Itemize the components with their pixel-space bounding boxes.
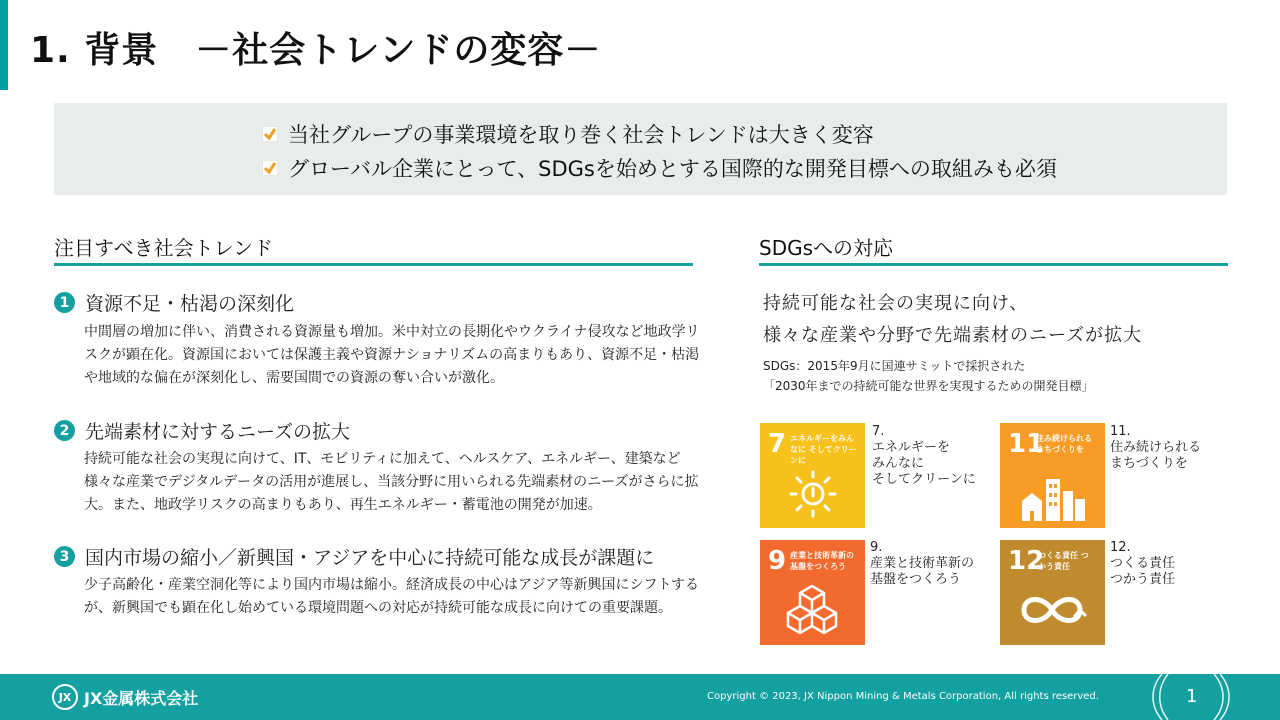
- infinity-loop-icon: [1016, 590, 1088, 630]
- caption-line: エネルギーを: [872, 440, 951, 455]
- logo-text: JX金属株式会社: [84, 688, 199, 708]
- tile-text: つくる責任 つかう責任: [1038, 551, 1089, 571]
- summary-text: グローバル企業にとって、SDGsを始めとする国際的な開発目標への取組みも必須: [288, 157, 1057, 181]
- logo-mark: JX: [52, 684, 78, 710]
- trend-item-title: [54, 417, 350, 444]
- trend-item-body: 中間層の増加に伴い、消費される資源量も増加。米中対立の長期化やウクライナ侵攻など地政学リスクが顕在化。資源国においては保護主義や資源ナショナリズムの高まりもあり、資源不足・枯渇や地域的な偏在が深刻化し、需要国間での資源の奪い合いが激化。: [84, 324, 700, 386]
- sdg-tile-7: [760, 423, 865, 528]
- caption-line: 産業と技術革新の: [870, 556, 975, 571]
- trend-title-text: 国内市場の縮小／新興国・アジアを中心に持続可能な成長が課題に: [85, 547, 655, 569]
- summary-line-2: [262, 153, 1057, 183]
- sdg-lead-text: [763, 288, 1142, 352]
- caption-line: 住み続けられる: [1110, 440, 1202, 455]
- tile-number: 12: [1008, 546, 1045, 576]
- trend-title-text: 先端素材に対するニーズの拡大: [85, 421, 351, 443]
- trend-item-body: 持続可能な社会の実現に向けて、IT、モビリティに加えて、ヘルスケア、エネルギー、建築など様々な産業でデジタルデータの活用が進展し、当該分野に用いられる先端素材のニーズがさらに拡大。また、地政学リスクの高まりもあり、再生エネルギー・蓄電池の開発が加速。: [84, 451, 699, 513]
- tile-text: 産業と技術革新の 基盤をつくろう: [790, 551, 854, 571]
- sun-power-icon: [788, 469, 838, 519]
- caption-line: みんなに: [872, 456, 925, 471]
- caption-line: そしてクリーンに: [872, 472, 976, 487]
- caption-number: 7.: [872, 424, 885, 439]
- section-rule: [54, 263, 693, 266]
- sdg-caption-12: [1110, 540, 1175, 588]
- caption-line: まちづくりを: [1110, 456, 1188, 471]
- title-accent-bar: [0, 0, 8, 90]
- trend-item-title: [54, 543, 654, 570]
- company-logo: [52, 684, 198, 710]
- summary-box: [54, 103, 1227, 195]
- summary-line-1: [262, 119, 874, 149]
- page-title: 1. 背景 －社会トレンドの変容－: [30, 30, 602, 71]
- section-heading-sdgs: SDGsへの対応: [759, 236, 894, 260]
- tile-number: 9: [768, 546, 787, 576]
- sdg-note: [763, 356, 1094, 396]
- section-rule: [759, 263, 1228, 266]
- checkmark-icon: [262, 126, 278, 142]
- sdg-caption-11: [1110, 424, 1201, 472]
- trend-item-body: 少子高齢化・産業空洞化等により国内市場は縮小。経済成長の中心はアジア等新興国にシフトするが、新興国でも顕在化し始めている環境問題への対応が持続可能な成長に向けての重要課題。: [84, 577, 700, 616]
- summary-text: 当社グループの事業環境を取り巻く社会トレンドは大きく変容: [288, 123, 874, 147]
- page-number: 1: [1186, 686, 1198, 707]
- copyright-text: Copyright © 2023, JX Nippon Mining & Metals Corporation, All rights reserved.: [707, 691, 1099, 702]
- caption-line: 基盤をつくろう: [870, 572, 962, 587]
- sdg-lead-line: 持続可能な社会の実現に向け、: [763, 293, 1029, 314]
- section-heading-trends: 注目すべき社会トレンド: [54, 236, 274, 260]
- caption-line: つくる責任: [1110, 556, 1176, 571]
- sdg-caption-9: [870, 540, 974, 588]
- trend-item-title: [54, 289, 294, 316]
- number-badge: 2: [54, 420, 75, 441]
- tile-number: 11: [1008, 429, 1045, 459]
- caption-number: 9.: [870, 540, 883, 555]
- sdg-lead-line: 様々な産業や分野で先端素材のニーズが拡大: [763, 325, 1143, 346]
- caption-line: つかう責任: [1110, 572, 1176, 587]
- stacked-cubes-icon: [784, 584, 840, 634]
- sdg-caption-7: [872, 424, 976, 488]
- sdg-tile-11: [1000, 423, 1105, 528]
- tile-text: エネルギーをみんなに そしてクリーンに: [790, 434, 857, 465]
- checkmark-icon: [262, 160, 278, 176]
- sdg-note-line: SDGs：2015年9月に国連サミットで採択された: [763, 359, 1026, 373]
- tile-text: 住み続けられる まちづくりを: [1036, 434, 1092, 454]
- number-badge: 1: [54, 292, 75, 313]
- footer: [0, 674, 1280, 720]
- trend-title-text: 資源不足・枯渇の深刻化: [85, 293, 295, 315]
- caption-number: 12.: [1110, 540, 1131, 555]
- tile-number: 7: [768, 429, 787, 459]
- number-badge: 3: [54, 546, 75, 567]
- caption-number: 11.: [1110, 424, 1131, 439]
- sdg-tile-12: [1000, 540, 1105, 645]
- city-buildings-icon: [1018, 471, 1088, 521]
- sdg-tile-9: [760, 540, 865, 645]
- sdg-note-line: 「2030年までの持続可能な世界を実現するための開発目標」: [763, 379, 1094, 393]
